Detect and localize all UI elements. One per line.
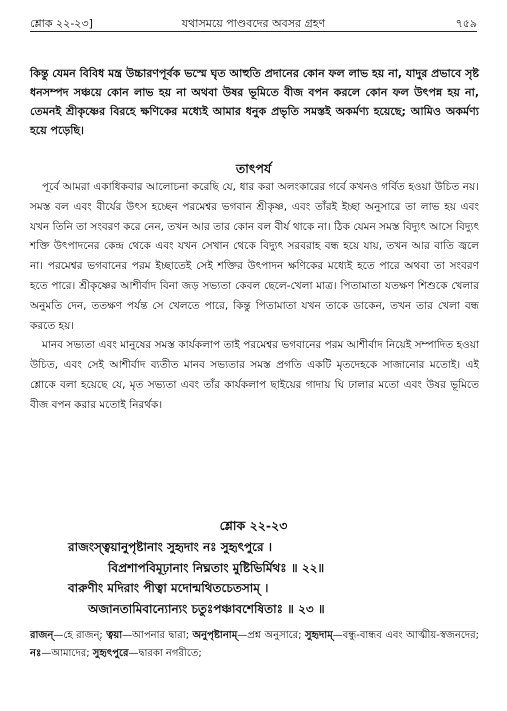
verse-line: রাজংস্ত্বয়ানুপৃষ্টানাং সুহৃদাং নঃ সুহৃৎপুরে । — [68, 540, 273, 554]
word-meanings — [30, 627, 479, 663]
purport-paragraph: পূর্বে আমরা একাধিকবার আলোচনা করেছি যে, ধার করা অলংকারের গর্বে কখনও গর্বিত হওয়া উচিত নয়। সমস্ত বল এবং বীর্যের উৎস হচ্ছেন পরমেশ্বর ভগবান শ্রীকৃষ্ণ, এবং তাঁরই ইচ্ছা অনুসারে তা লাভ হয় এবং যখন তিনি তা সংবরণ করে নেন, তখন আর তার কোন বল বীর্য থাকে না। ঠিক যেমন সমস্ত বিদ্যুৎ আসে বিদ্যুৎ শক্তি উৎপাদনের কেন্দ্র থেকে এবং যখন সেখান থেকে বিদ্যুৎ সরবরাহ বন্ধ হয়ে যায়, তখন আর বাতি জ্বলে না। পরমেশ্বর ভগবানের পরম ইচ্ছাতেই সেই শক্তির উৎপাদন ক্ষণিকের মধ্যেই হতে পারে অথবা তা সংবরণ হতে পারে। শ্রীকৃষ্ণের আশীর্বাদ বিনা জড় সভ্যতা কেবল ছেলে-খেলা মাত্র। পিতামাতা যতক্ষণ শিশুকে খেলার অনুমতি দেন, ততক্ষণ পর্যন্ত সে খেলতে পারে, কিন্তু পিতামাতা যখন তাকে ডাকেন, তখন তার খেলা বন্ধ করতে হয়। — [30, 181, 479, 332]
synonym-word: সুহৃৎপুরে — [92, 648, 129, 659]
synonym-meaning: প্রশ্ন অনুসারে — [247, 630, 299, 641]
verse-line: বিপ্রশাপবিমূঢ়ানাং নিঘ্নতাং মুষ্টিভির্মিথঃ ॥ ২২॥ — [108, 560, 325, 575]
synonym-entry: অনুপৃষ্টানাম্‌—প্রশ্ন অনুসারে; — [192, 630, 305, 641]
synonym-entry: রাজন্‌—হে রাজন্‌; — [30, 630, 107, 641]
purport-heading: তাৎপর্য — [235, 161, 272, 176]
translation-text: কিন্তু যেমন বিবিধ মন্ত্র উচ্চারণপূর্বক ভস্মে ঘৃত আহুতি প্রদানের কোন ফল লাভ হয় না, যাদুর প্রভাবে সৃষ্ট ধনসম্পদ সঞ্চয়ে কোন লাভ হয় না অথবা উষর ভূমিতে বীজ বপন করলে কোন ফল উৎপন্ন হয় না, তেমনই শ্রীকৃষ্ণের বিরহে ক্ষণিকের মধ্যেই আমার ধনুক প্রভৃতি সমস্তই অকর্মণ্য হয়েছে; আমিও অকর্মণ্য হয়ে পড়েছি। — [30, 67, 479, 137]
synonym-meaning: হে রাজন্‌ — [63, 630, 100, 641]
synonym-meaning: আমাদের — [51, 648, 87, 659]
sanskrit-verse — [58, 537, 477, 619]
chapter-title: যথাসময়ে পাণ্ডবদের অবসর গ্রহণ — [181, 17, 326, 30]
purport-paragraph: মানব সভ্যতা এবং মানুষের সমস্ত কার্যকলাপ তাই পরমেশ্বর ভগবানের পরম আশীর্বাদ নিয়েই সম্পাদিত হওয়া উচিত, এবং সেই আশীর্বাদ ব্যতীত মানব সভ্যতার সমস্ত প্রগতি একটি মৃতদেহকে সাজানোর মতোই। এই শ্লোকে বলা হয়েছে যে, মৃত সভ্যতা এবং তাঁর কার্যকলাপ ছাইয়ের গাদায় ঘি ঢালার মতো এবং উষর ভূমিতে বীজ বপন করার মতোই নিরর্থক। — [30, 339, 479, 411]
synonym-meaning: আপনার দ্বারা — [132, 630, 186, 641]
synonym-meaning: বন্ধু-বান্ধব এবং আত্মীয়-স্বজনদের — [342, 630, 476, 641]
synonym-word: ত্বয়া — [106, 630, 123, 641]
synonym-word: অনুপৃষ্টানাম্‌ — [192, 630, 238, 641]
synonym-entry: সুহৃৎপুরে—দ্বারকা নগরীতে; — [92, 648, 202, 659]
verse-reference: শ্লোক ২২-২৩] — [30, 17, 93, 30]
synonym-entry: ত্বয়া—আপনার দ্বারা; — [106, 630, 193, 641]
verse-line: অজানতামিবান্যোন্যং চতুঃপঞ্চাবশেষিতাঃ ॥ ২৩ ॥ — [88, 601, 325, 616]
page-number: ৭৫৯ — [455, 17, 477, 30]
synonym-meaning: দ্বারকা নগরীতে — [138, 648, 199, 659]
synonym-word: সুহৃদাম্‌ — [304, 630, 333, 641]
synonym-word: রাজন্‌ — [30, 630, 54, 641]
purport-body — [30, 178, 479, 416]
verse-line: বারুণীং মদিরাং পীত্বা মদোন্মথিতচেতসাম্‌ । — [68, 581, 269, 595]
synonym-entry: সুহৃদাম্‌—বন্ধু-বান্ধব এবং আত্মীয়-স্বজনদের; — [304, 630, 479, 641]
page-header — [30, 12, 477, 32]
synonym-entry: নঃ—আমাদের; — [30, 648, 93, 659]
synonym-word: নঃ — [30, 648, 42, 659]
verse-heading: শ্লোক ২২-২৩ — [219, 518, 288, 533]
